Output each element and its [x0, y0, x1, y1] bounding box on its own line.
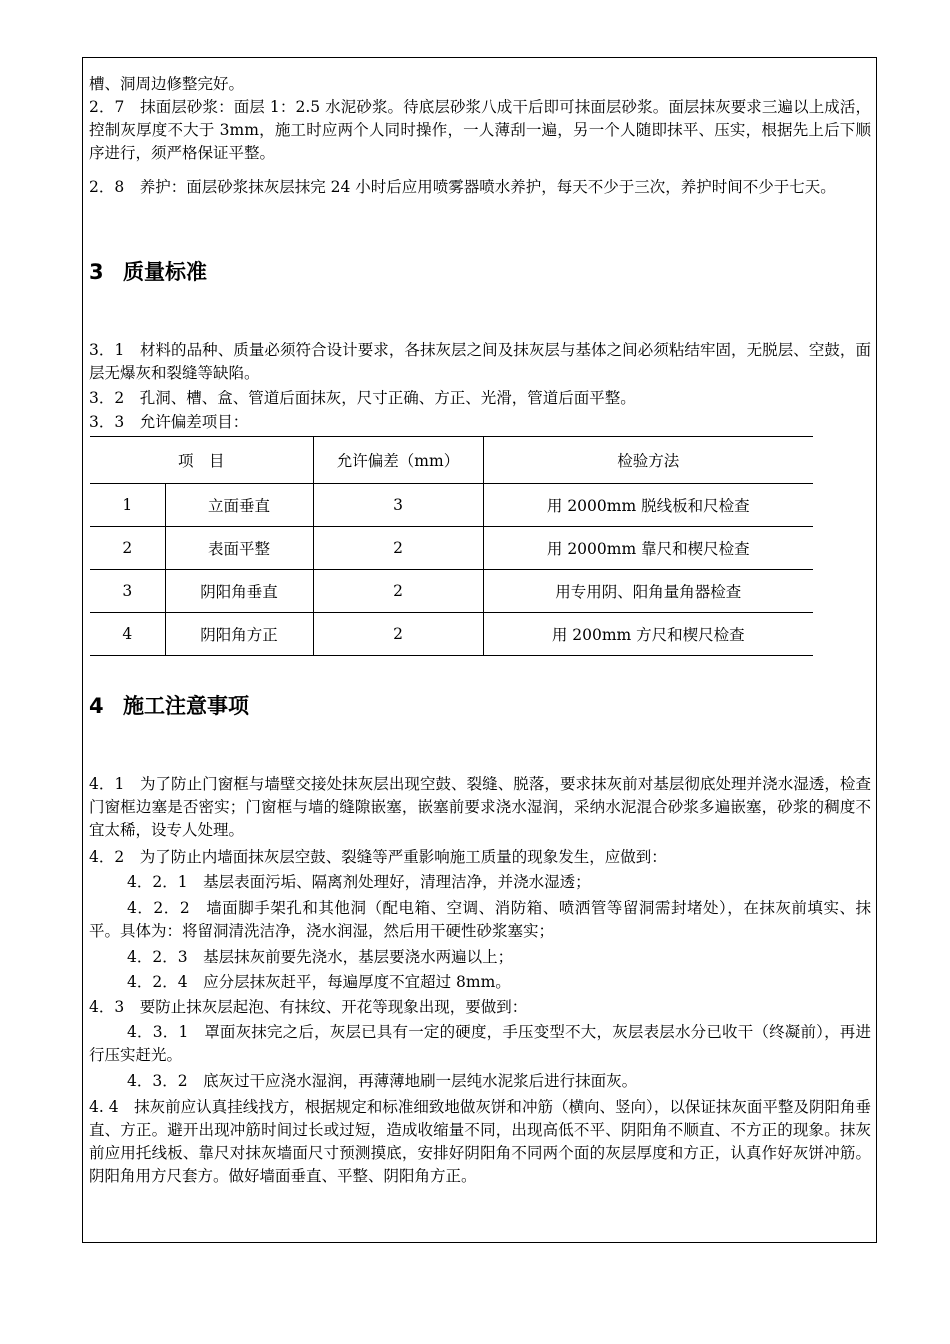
paragraph-4-2-1: 4．2．1 基层表面污垢、隔离剂处理好，清理洁净，并浇水湿透；: [127, 873, 591, 891]
row-number: 3: [90, 570, 165, 613]
row-item: 表面平整: [165, 527, 313, 570]
paragraph-2-7: 2．7 抹面层砂浆：面层 1：2.5 水泥砂浆。待底层砂浆八成干后即可抹面层砂浆。面层抹灰要求三遍以上成活，控制灰厚度不大于 3mm，施工时应两个人同时操作，一人薄刮一遍，另一个人随即抹平、压实，根据先上后下顺序进行，须严格保证平整。: [89, 98, 871, 162]
header-item: 项 目: [90, 437, 313, 484]
row-method: 用 2000mm 脱线板和尺检查: [483, 484, 813, 527]
paragraph-3-2: 3．2 孔洞、槽、盒、管道后面抹灰，尺寸正确、方正、光滑，管道后面平整。: [89, 389, 636, 407]
paragraph-4-4: 4. 4 抹灰前应认真挂线找方，根据规定和标准细致地做灰饼和冲筋（横向、竖向），以保证抹灰面平整及阴阳角垂直、方正。避开出现冲筋时间过长或过短，造成收缩量不同，出现高低不平、阴阳角不顺直、不方正的现象。抹灰前应用托线板、靠尺对抹灰墙面尺寸预测摸底，安排好阴阳角不同两个面的灰层厚度和方正，认真作好灰饼冲筋。阴阳角用方尺套方。做好墙面垂直、平整、阴阳角方正。: [89, 1098, 871, 1185]
row-tolerance: 2: [313, 613, 483, 656]
section-4-title: 施工注意事项: [123, 694, 249, 718]
row-method: 用 200mm 方尺和楔尺检查: [483, 613, 813, 656]
section-3-heading: [89, 256, 207, 286]
table-row: [90, 613, 813, 656]
row-item: 阴阳角垂直: [165, 570, 313, 613]
paragraph-4-3-2: 4．3．2 底灰过干应浇水湿润，再薄薄地刷一层纯水泥浆后进行抹面灰。: [127, 1072, 638, 1090]
deviation-table: [90, 436, 813, 656]
paragraph-3-1: 3．1 材料的品种、质量必须符合设计要求，各抹灰层之间及抹灰层与基体之间必须粘结牢固，无脱层、空鼓，面层无爆灰和裂缝等缺陷。: [89, 341, 871, 382]
table-header-row: [90, 437, 813, 484]
header-tolerance: 允许偏差（mm）: [313, 437, 483, 484]
table-row: [90, 570, 813, 613]
paragraph-3-3: 3．3 允许偏差项目：: [89, 413, 249, 431]
row-item: 阴阳角方正: [165, 613, 313, 656]
row-tolerance: 2: [313, 570, 483, 613]
row-method: 用 2000mm 靠尺和楔尺检查: [483, 527, 813, 570]
paragraph-4-2-2: 4．2．2 墙面脚手架孔和其他洞（配电箱、空调、消防箱、喷洒管等留洞需封堵处），在抹灰前填实、抹平。具体为：将留洞清洗洁净，浇水润湿，然后用干硬性砂浆塞实；: [89, 899, 871, 940]
paragraph-2-8: 2．8 养护：面层砂浆抹灰层抹完 24 小时后应用喷雾器喷水养护，每天不少于三次，养护时间不少于七天。: [89, 178, 836, 196]
paragraph-4-3-1: 4．3．1 罩面灰抹完之后，灰层已具有一定的硬度，手压变型不大，灰层表层水分已收干（终凝前），再进行压实赶光。: [89, 1023, 871, 1064]
section-4-heading: [89, 690, 249, 720]
section-3-title: 质量标准: [123, 260, 207, 284]
row-item: 立面垂直: [165, 484, 313, 527]
row-tolerance: 3: [313, 484, 483, 527]
row-method: 用专用阴、阳角量角器检查: [483, 570, 813, 613]
section-4-number: 4: [89, 694, 104, 718]
paragraph-4-2: 4．2 为了防止内墙面抹灰层空鼓、裂缝等严重影响施工质量的现象发生，应做到：: [89, 848, 667, 866]
row-number: 4: [90, 613, 165, 656]
paragraph-4-2-3: 4．2．3 基层抹灰前要先浇水，基层要浇水两遍以上；: [127, 948, 514, 966]
paragraph-2-6-tail: 槽、洞周边修整完好。: [89, 75, 245, 93]
row-number: 1: [90, 484, 165, 527]
paragraph-4-2-4: 4．2．4 应分层抹灰赶平，每遍厚度不宜超过 8mm。: [127, 973, 511, 991]
table-row: [90, 484, 813, 527]
header-method: 检验方法: [483, 437, 813, 484]
table-row: [90, 527, 813, 570]
row-tolerance: 2: [313, 527, 483, 570]
paragraph-4-1: 4．1 为了防止门窗框与墙壁交接处抹灰层出现空鼓、裂缝、脱落，要求抹灰前对基层彻底处理并浇水湿透，检查门窗框边塞是否密实；门窗框与墙的缝隙嵌塞，嵌塞前要求浇水湿润，采纳水泥混合砂浆多遍嵌塞，砂浆的稠度不宜太稀，设专人处理。: [89, 775, 871, 839]
section-3-number: 3: [89, 260, 104, 284]
paragraph-4-3: 4．3 要防止抹灰层起泡、有抹纹、开花等现象出现，要做到：: [89, 998, 528, 1016]
row-number: 2: [90, 527, 165, 570]
